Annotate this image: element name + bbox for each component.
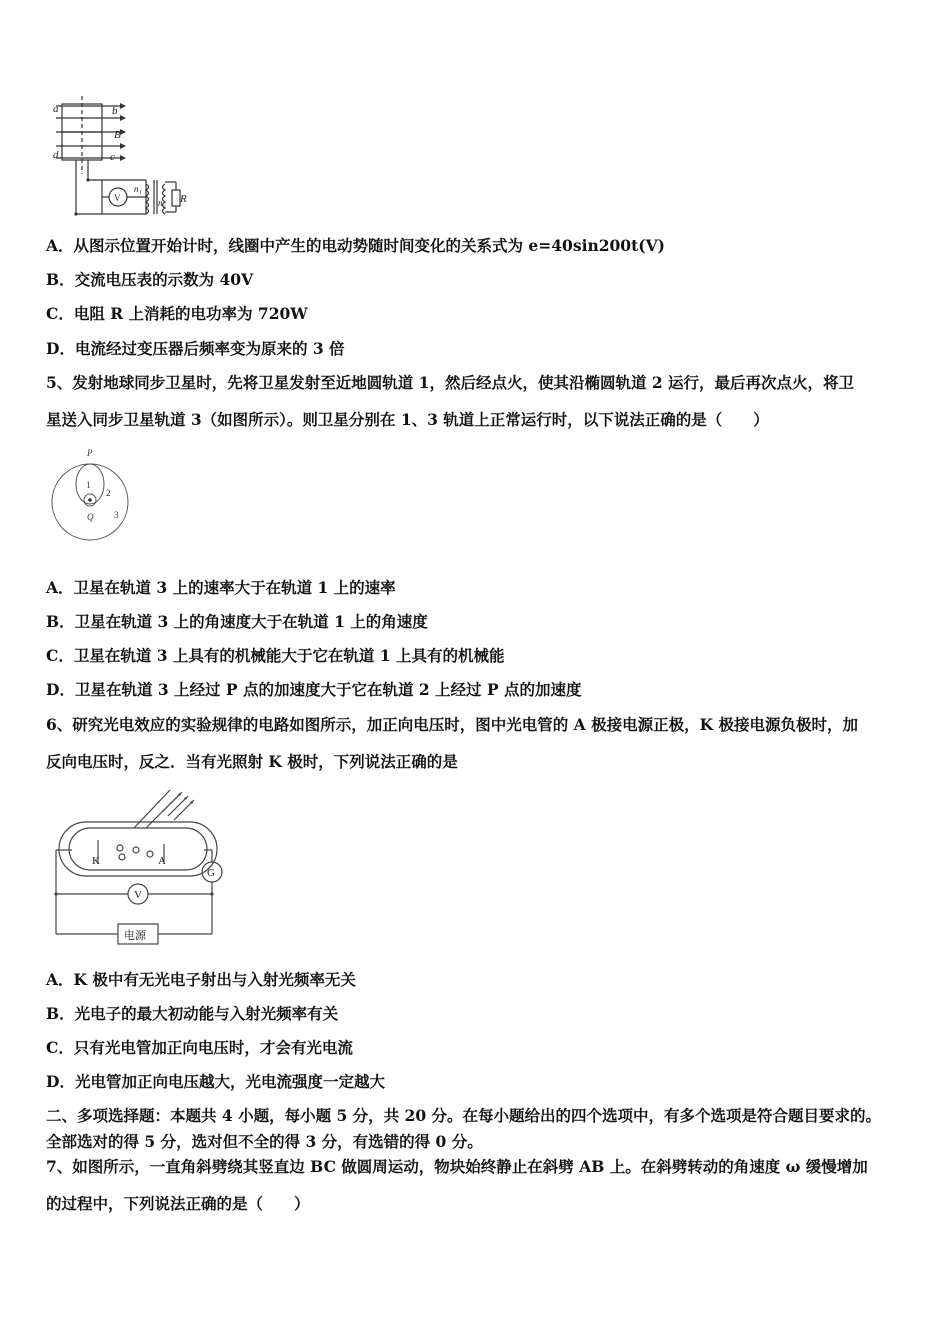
fig-label-d: d — [53, 149, 59, 161]
q6-option-d: D．光电管加正向电压越大，光电流强度一定越大 — [46, 1072, 385, 1091]
q5-stem-line1: 5、发射地球同步卫星时，先将卫星发射至近地圆轨道 1，然后经点火，使其沿椭圆轨道 2 运行，最后再次点火，将卫 — [46, 373, 855, 392]
q6-stem-line2: 反向电压时，反之．当有光照射 K 极时，下列说法正确的是 — [46, 752, 458, 771]
fig-label-A: A — [158, 855, 166, 867]
q4-option-a: A．从图示位置开始计时，线圈中产生的电动势随时间变化的关系式为 e=40sin200t(V) — [46, 236, 665, 255]
q4-generator-transformer-figure — [50, 96, 210, 220]
q7-stem-line1: 7、如图所示，一直角斜劈绕其竖直边 BC 做圆周运动，物块始终静止在斜劈 AB 上。在斜劈转动的角速度 ω 缓慢增加 — [46, 1157, 868, 1176]
fig-label-n2: n₂ — [158, 198, 166, 208]
fig-label-a: a — [53, 103, 59, 115]
q7-stem-line2: 的过程中，下列说法正确的是（ ） — [46, 1194, 310, 1213]
q4-option-c: C．电阻 R 上消耗的电功率为 720W — [46, 304, 308, 323]
q5-option-b: B．卫星在轨道 3 上的角速度大于在轨道 1 上的角速度 — [46, 612, 428, 631]
q4-option-b: B．交流电压表的示数为 40V — [46, 270, 254, 289]
q6-option-c: C．只有光电管加正向电压时，才会有光电流 — [46, 1038, 353, 1057]
fig-label-G: G — [207, 867, 215, 879]
q5-option-d: D．卫星在轨道 3 上经过 P 点的加速度大于它在轨道 2 上经过 P 点的加速度 — [46, 680, 582, 699]
q5-option-c: C．卫星在轨道 3 上具有的机械能大于它在轨道 1 上具有的机械能 — [46, 646, 505, 665]
section2-heading-line2: 全部选对的得 5 分，选对但不全的得 3 分，有选错的得 0 分。 — [46, 1132, 483, 1151]
section2-heading-line1: 二、多项选择题：本题共 4 小题，每小题 5 分，共 20 分。在每小题给出的四个选项中，有多个选项是符合题目要求的。 — [46, 1106, 882, 1125]
fig-label-Q: Q — [87, 512, 94, 522]
q5-orbit-figure — [48, 446, 138, 546]
fig-label-B: B — [114, 129, 121, 141]
q6-stem-line1: 6、研究光电效应的实验规律的电路如图所示，加正向电压时，图中光电管的 A 极接电源正极，K 极接电源负极时，加 — [46, 715, 858, 734]
fig-label-orbit-3: 3 — [114, 510, 119, 520]
fig-label-c: c — [110, 151, 115, 163]
fig-label-b: b — [112, 105, 118, 117]
fig-label-orbit-1: 1 — [86, 480, 91, 490]
q5-option-a: A．卫星在轨道 3 上的速率大于在轨道 1 上的速率 — [46, 578, 396, 597]
fig-label-voltmeter: V — [114, 193, 121, 203]
q4-option-d: D．电流经过变压器后频率变为原来的 3 倍 — [46, 339, 345, 358]
q6-option-b: B．光电子的最大初动能与入射光频率有关 — [46, 1004, 339, 1023]
q5-stem-line2: 星送入同步卫星轨道 3（如图所示）。则卫星分别在 1、3 轨道上正常运行时，以下说法正确的是（ ） — [46, 410, 769, 429]
fig-label-R: R — [180, 193, 187, 205]
q6-option-a: A．K 极中有无光电子射出与入射光频率无关 — [46, 970, 356, 989]
fig-label-K: K — [92, 855, 100, 867]
fig-label-n1: n₁ — [134, 184, 142, 194]
fig-label-V: V — [134, 889, 142, 901]
fig-label-P: P — [87, 448, 93, 458]
q6-photoelectric-circuit-figure — [50, 782, 230, 947]
fig-label-orbit-2: 2 — [106, 488, 111, 498]
fig-label-power-supply: 电源 — [124, 930, 146, 942]
